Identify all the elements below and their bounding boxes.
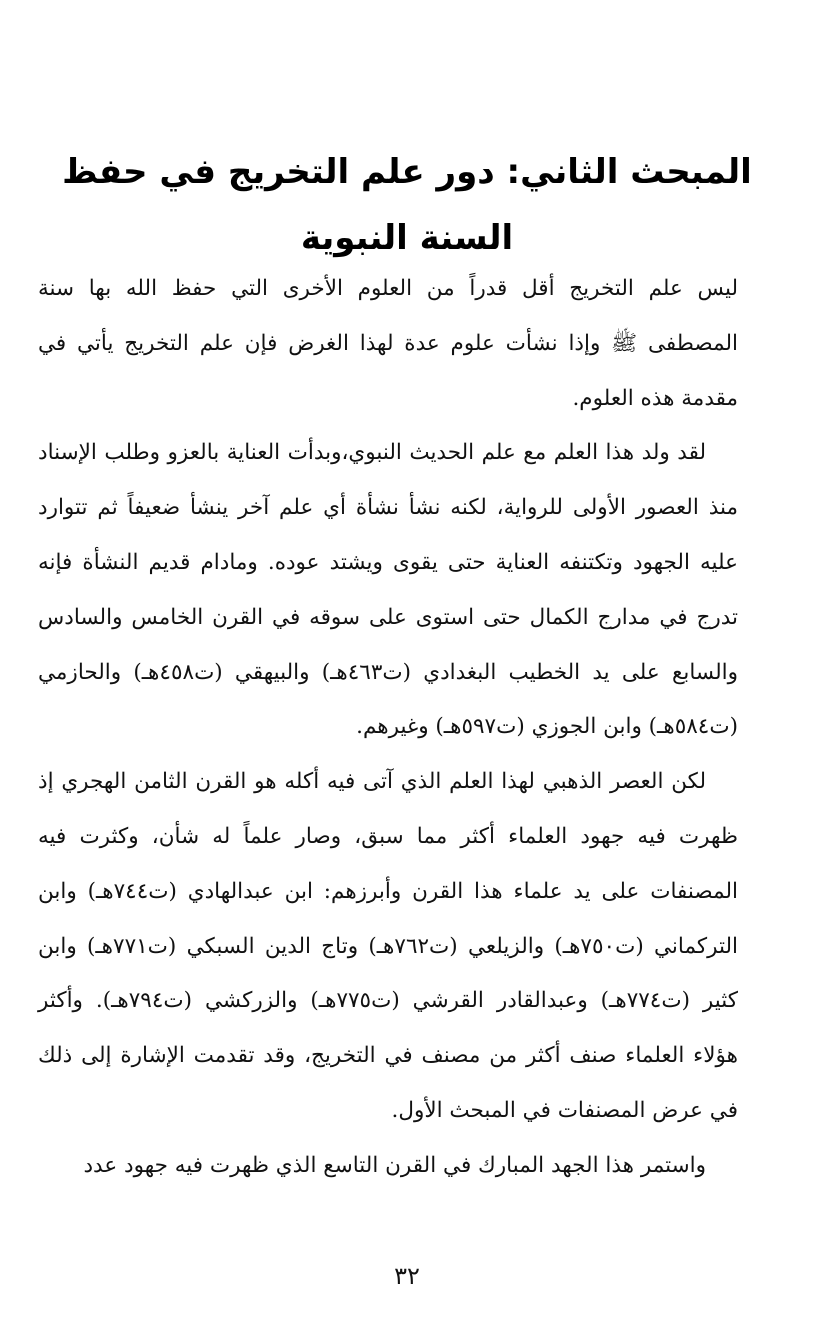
paragraph: ليس علم التخريج أقل قدراً من العلوم الأخرى التي حفظ الله بها سنة المصطفى ﷺ وإذا نشأت علوم عدة لهذا الغرض فإن علم التخريج يأتي في مقدمة هذه العلوم. (38, 276, 738, 411)
paragraph: لقد ولد هذا العلم مع علم الحديث النبوي،وبدأت العناية بالعزو وطلب الإسناد منذ العصور الأولى للرواية، لكنه نشأ نشأة أي علم آخر ينشأ ضعيفاً ثم تتوارد عليه الجهود وتكتنفه العناية حتى يقوى ويشتد عوده. ومادام قديم النشأة فإنه تدرج في مدارج الكمال حتى استوى على سوقه في القرن الخامس والسادس والسابع على يد الخطيب البغدادي (ت٤٦٣هـ) والبيهقي (ت٤٥٨هـ) والحازمي (ت٥٨٤هـ) وابن الجوزي (ت٥٩٧هـ) وغيرهم. (38, 440, 739, 740)
paragraph: لكن العصر الذهبي لهذا العلم الذي آتى فيه أكله هو القرن الثامن الهجري إذ ظهرت فيه جهود العلماء أكثر مما سبق، وصار علماً له شأن، وكثرت فيه المصنفات على يد علماء هذا القرن وأبرزهم: ابن عبدالهادي (ت٧٤٤هـ) وابن التركماني (ت٧٥٠هـ) والزيلعي (ت٧٦٢هـ) وتاج الدين السبكي (ت٧٧١هـ) وابن كثير (ت٧٧٤هـ) وعبدالقادر القرشي (ت٧٧٥هـ) والزركشي (ت٧٩٤هـ). وأكثر هؤلاء العلماء صنف أكثر من مصنف في التخريج، وقد تقدمت الإشارة إلى ذلك في عرض المصنفات في المبحث الأول. (38, 769, 739, 1123)
body-text (38, 262, 738, 1194)
paragraph: واستمر هذا الجهد المبارك في القرن التاسع الذي ظهرت فيه جهود عدد (83, 1152, 706, 1178)
section-heading: المبحث الثاني: دور علم التخريج في حفظ السنة النبوية (62, 151, 752, 258)
page-number: ٣٢ (394, 1262, 420, 1290)
